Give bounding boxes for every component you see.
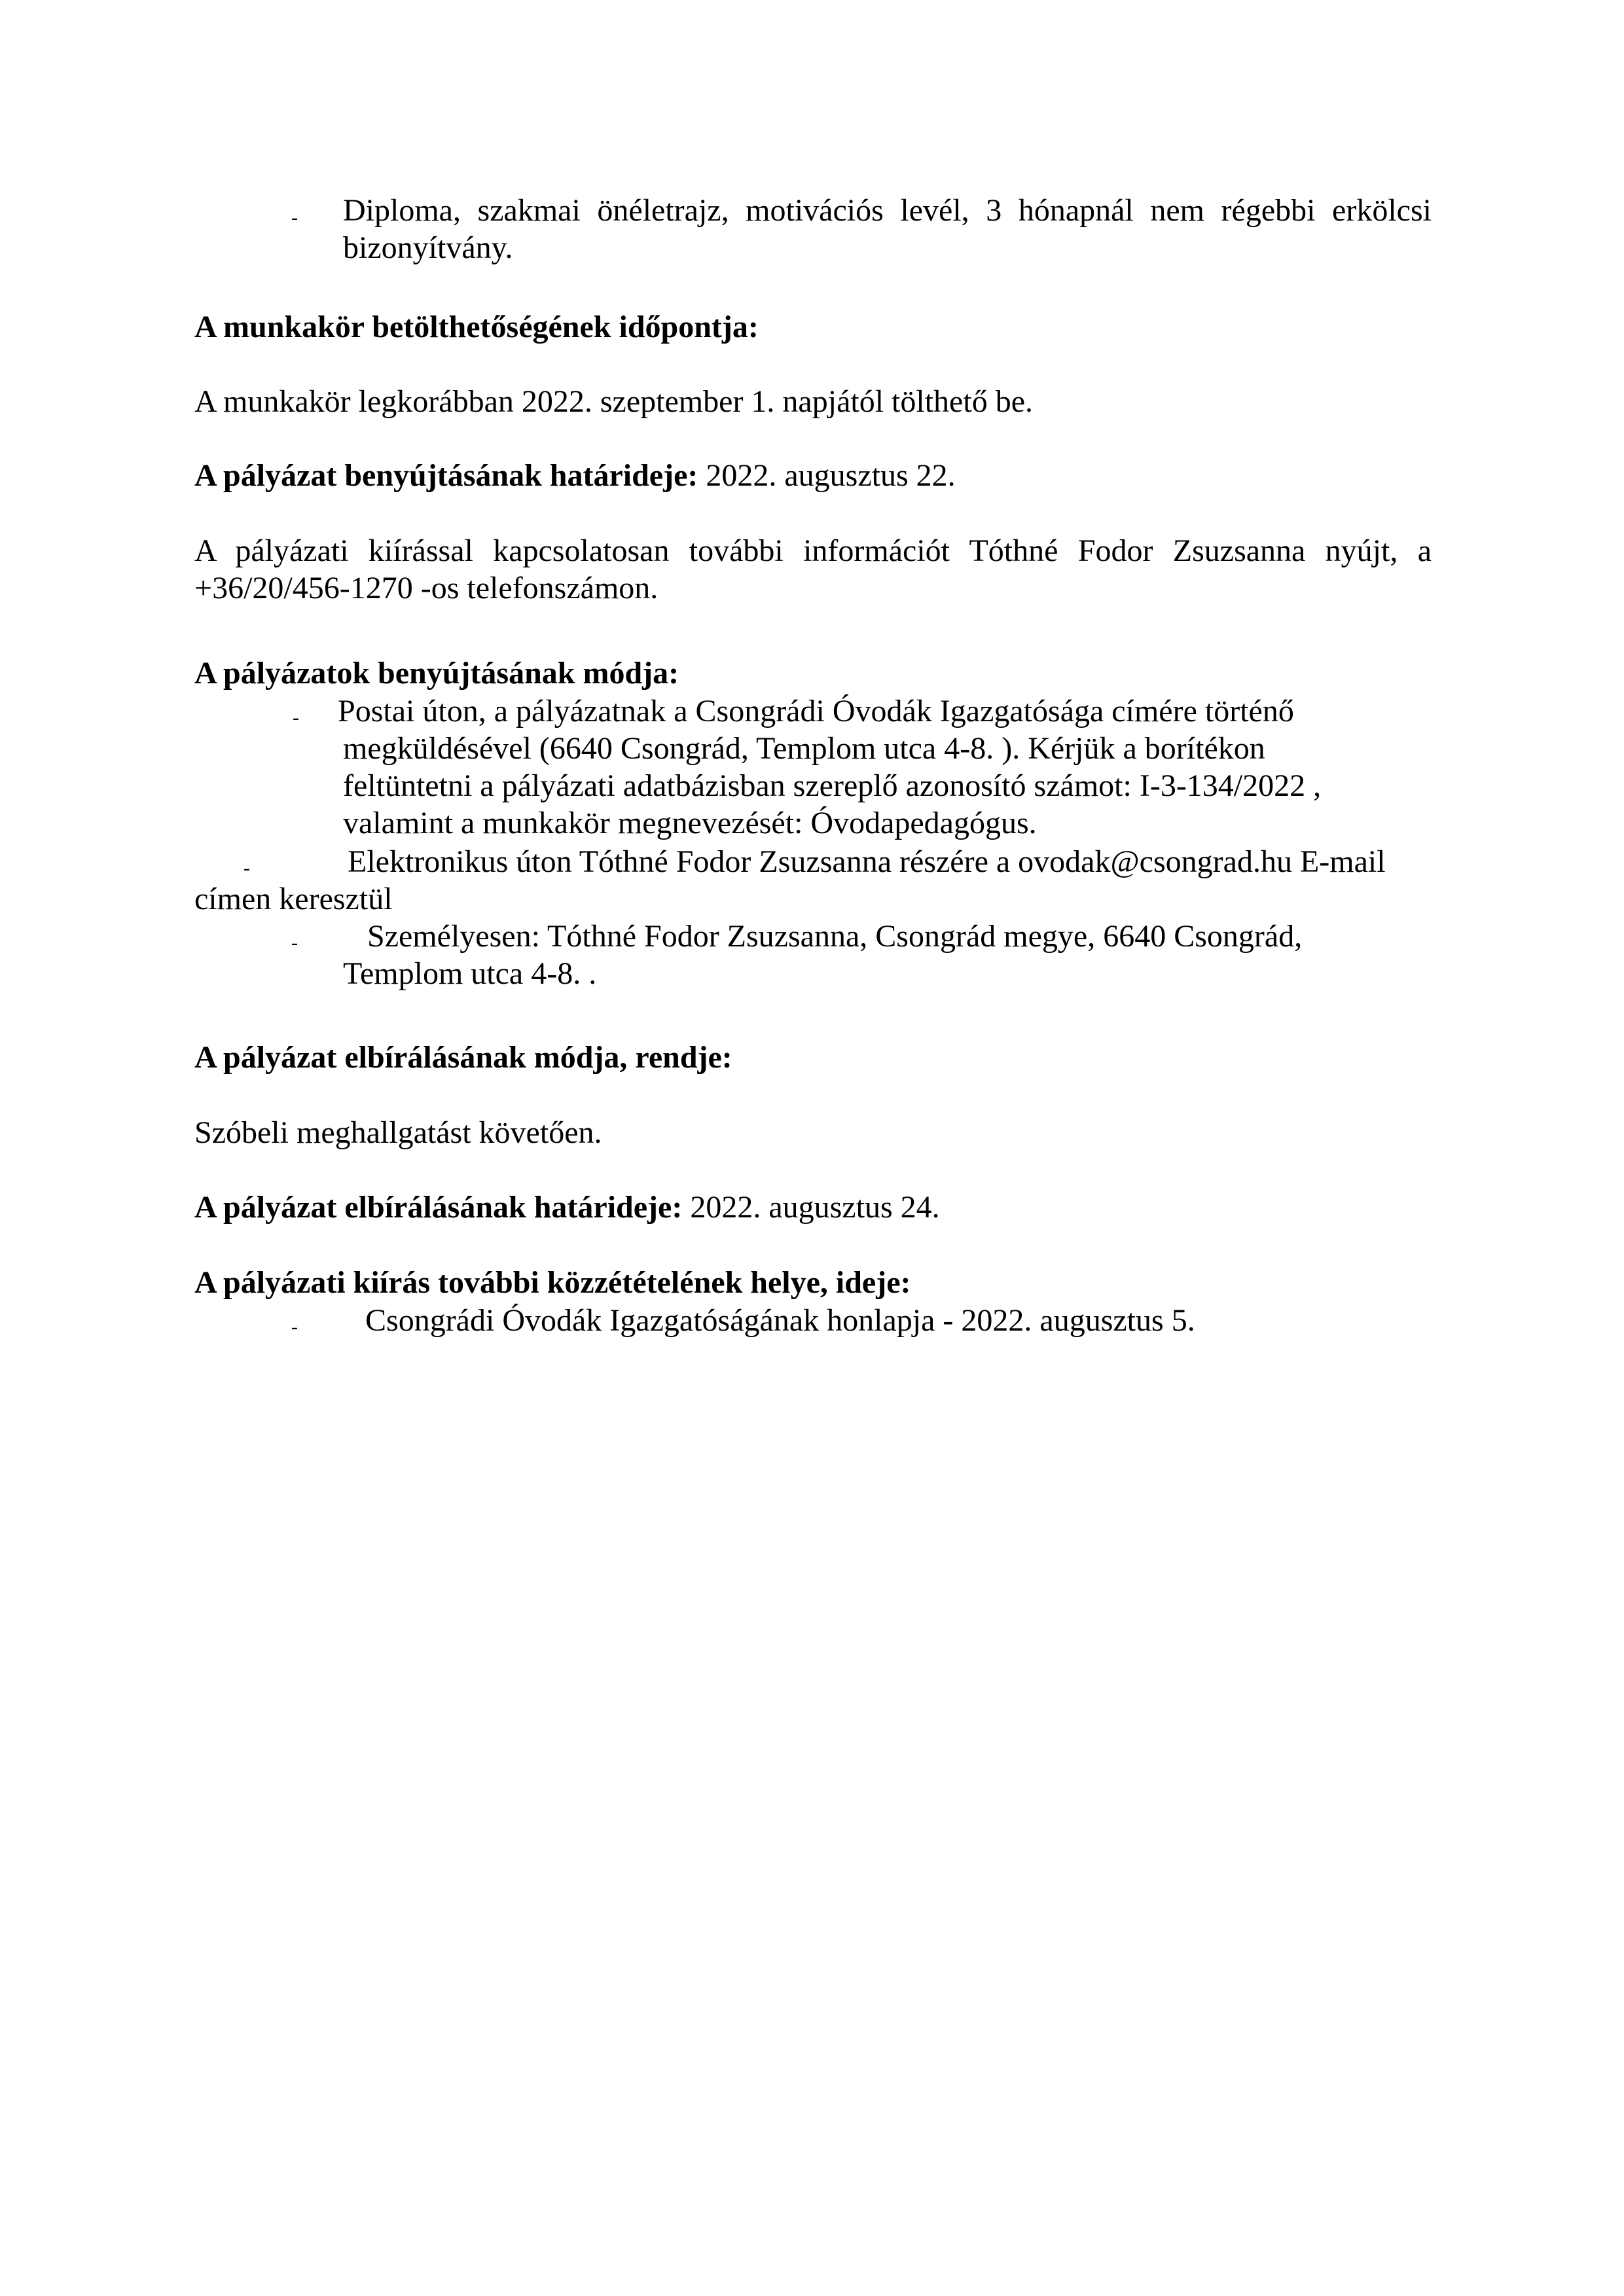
electronic-bullet-dash: - (244, 857, 250, 879)
postal-line-1: Postai úton, a pályázatnak a Csongrádi Óvodák Igazgatósága címére történő (338, 694, 1294, 728)
submission-methods-heading: A pályázatok benyújtásának módja: (194, 656, 679, 691)
submission-deadline (194, 457, 1432, 494)
postal-bullet-dash: - (293, 707, 299, 728)
publication-heading: A pályázati kiírás további közzétételének helye, ideje: (194, 1265, 911, 1300)
documents-bullet-text: Diploma, szakmai önéletrajz, motivációs levél, 3 hónapnál nem régebbi erkölcsi bizonyítvány. (343, 193, 1432, 265)
start-date-heading: A munkakör betölthetőségének időpontja: (194, 310, 759, 344)
electronic-line-1: Elektronikus úton Tóthné Fodor Zsuzsanna részére a ovodak@csongrad.hu E-mail (348, 844, 1386, 879)
evaluation-method-heading: A pályázat elbírálásának módja, rendje: (194, 1040, 732, 1075)
postal-line-2: megküldésével (6640 Csongrád, Templom utca 4-8. ). Kérjük a borítékon (343, 731, 1265, 766)
evaluation-deadline-value: 2022. augusztus 24. (682, 1190, 940, 1225)
documents-bullet-dash: - (291, 207, 298, 228)
personal-bullet-dash: - (291, 932, 298, 954)
submission-deadline-label: A pályázat benyújtásának határideje: (194, 458, 698, 493)
submission-deadline-value: 2022. augusztus 22. (698, 458, 956, 493)
personal-line-1: Személyesen: Tóthné Fodor Zsuzsanna, Csongrád megye, 6640 Csongrád, (367, 919, 1303, 954)
start-date-text: A munkakör legkorábban 2022. szeptember 1. napjától tölthető be. (194, 384, 1033, 419)
evaluation-deadline-label: A pályázat elbírálásának határideje: (194, 1190, 683, 1225)
info-paragraph: A pályázati kiírással kapcsolatosan további információt Tóthné Fodor Zsuzsanna nyújt, a +36/20/456-1270 -os telefonszámon. (194, 533, 1432, 605)
postal-line-3: feltüntetni a pályázati adatbázisban szereplő azonosító számot: I-3-134/2022 , (343, 768, 1322, 803)
evaluation-deadline (194, 1189, 1432, 1226)
publication-bullet-dash: - (291, 1316, 298, 1338)
electronic-line-2: címen keresztül (194, 882, 393, 916)
personal-line-2: Templom utca 4-8. . (343, 956, 597, 991)
publication-text: Csongrádi Óvodák Igazgatóságának honlapja - 2022. augusztus 5. (365, 1303, 1195, 1338)
postal-line-4: valamint a munkakör megnevezését: Óvodapedagógus. (343, 806, 1037, 840)
evaluation-method-text: Szóbeli meghallgatást követően. (194, 1115, 602, 1150)
